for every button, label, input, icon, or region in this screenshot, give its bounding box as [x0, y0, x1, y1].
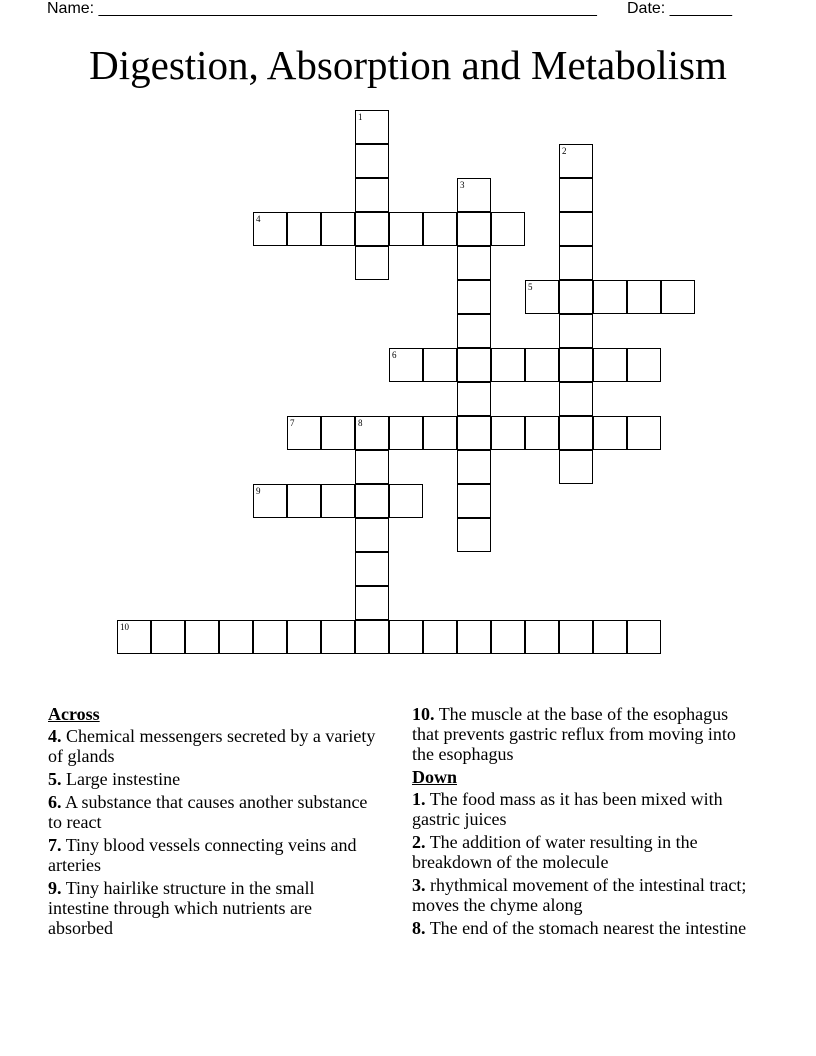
- grid-cell[interactable]: [457, 178, 491, 212]
- grid-cell[interactable]: [627, 620, 661, 654]
- grid-cell[interactable]: [355, 212, 389, 246]
- grid-cell[interactable]: [491, 348, 525, 382]
- grid-cell[interactable]: [559, 314, 593, 348]
- grid-cell[interactable]: [389, 416, 423, 450]
- grid-cell[interactable]: [559, 620, 593, 654]
- across-title: Across: [48, 704, 100, 724]
- grid-cell[interactable]: [457, 382, 491, 416]
- clue-down-1: 1. The food mass as it has been mixed with gastric juices: [412, 789, 723, 829]
- grid-cell[interactable]: [559, 416, 593, 450]
- grid-cell[interactable]: [389, 212, 423, 246]
- grid-cell[interactable]: [627, 348, 661, 382]
- grid-cell[interactable]: [355, 178, 389, 212]
- grid-cell[interactable]: [151, 620, 185, 654]
- clue-number: 2: [562, 146, 567, 156]
- grid-cell[interactable]: [355, 144, 389, 178]
- clue-number: 1: [358, 112, 363, 122]
- grid-cell[interactable]: [559, 280, 593, 314]
- grid-cell[interactable]: [389, 620, 423, 654]
- grid-cell[interactable]: [219, 620, 253, 654]
- clue-down-8: 8. The end of the stomach nearest the intestine: [412, 918, 747, 938]
- grid-cell[interactable]: [559, 178, 593, 212]
- grid-cell[interactable]: [423, 416, 457, 450]
- date-field-label: Date: _______: [627, 0, 732, 17]
- grid-cell[interactable]: [491, 212, 525, 246]
- grid-cell[interactable]: [355, 552, 389, 586]
- grid-cell[interactable]: [117, 620, 151, 654]
- clue-down-3: 3. rhythmical movement of the intestinal tract; moves the chyme along: [412, 875, 747, 915]
- grid-cell[interactable]: [491, 416, 525, 450]
- grid-cell[interactable]: [287, 620, 321, 654]
- grid-cell[interactable]: [389, 348, 423, 382]
- grid-cell[interactable]: [355, 586, 389, 620]
- grid-cell[interactable]: [423, 212, 457, 246]
- name-field-label: Name: ________________________________________________________: [47, 0, 597, 17]
- grid-cell[interactable]: [321, 484, 355, 518]
- clues-left-column: [48, 704, 378, 941]
- grid-cell[interactable]: [321, 212, 355, 246]
- grid-cell[interactable]: [525, 348, 559, 382]
- grid-cell[interactable]: [457, 416, 491, 450]
- grid-cell[interactable]: [457, 620, 491, 654]
- grid-cell[interactable]: [457, 246, 491, 280]
- grid-cell[interactable]: [457, 484, 491, 518]
- grid-cell[interactable]: [423, 620, 457, 654]
- grid-cell[interactable]: [321, 620, 355, 654]
- grid-cell[interactable]: [593, 620, 627, 654]
- down-title: Down: [412, 767, 458, 787]
- grid-cell[interactable]: [423, 348, 457, 382]
- grid-cell[interactable]: [593, 348, 627, 382]
- clue-number: 6: [392, 350, 397, 360]
- page-title: Digestion, Absorption and Metabolism: [89, 42, 727, 88]
- grid-cell[interactable]: [559, 246, 593, 280]
- clue-number: 8: [358, 418, 363, 428]
- grid-cell[interactable]: [627, 280, 661, 314]
- clue-across-9: 9. Tiny hairlike structure in the small intestine through which nutrients are absorbed: [48, 878, 315, 938]
- clue-number: 7: [290, 418, 295, 428]
- grid-cell[interactable]: [355, 484, 389, 518]
- grid-cell[interactable]: [253, 620, 287, 654]
- grid-cell[interactable]: [525, 280, 559, 314]
- grid-cell[interactable]: [355, 620, 389, 654]
- grid-cell[interactable]: [355, 246, 389, 280]
- grid-cell[interactable]: [525, 416, 559, 450]
- grid-cell[interactable]: [287, 212, 321, 246]
- grid-cell[interactable]: [287, 416, 321, 450]
- clue-across-4: 4. Chemical messengers secreted by a variety of glands: [48, 726, 376, 766]
- clue-number: 9: [256, 486, 261, 496]
- grid-cell[interactable]: [593, 416, 627, 450]
- grid-cell[interactable]: [457, 450, 491, 484]
- grid-cell[interactable]: [287, 484, 321, 518]
- grid-cell[interactable]: [559, 450, 593, 484]
- grid-cell[interactable]: [253, 212, 287, 246]
- grid-cell[interactable]: [457, 348, 491, 382]
- grid-cell[interactable]: [185, 620, 219, 654]
- clue-down-2: 2. The addition of water resulting in the breakdown of the molecule: [412, 832, 698, 872]
- grid-cell[interactable]: [457, 314, 491, 348]
- grid-cell[interactable]: [355, 416, 389, 450]
- clue-across-6: 6. A substance that causes another substance to react: [48, 792, 368, 832]
- clue-across-5: 5. Large instestine: [48, 769, 181, 789]
- grid-cell[interactable]: [321, 416, 355, 450]
- grid-cell[interactable]: [627, 416, 661, 450]
- grid-cell[interactable]: [559, 348, 593, 382]
- grid-cell[interactable]: [457, 280, 491, 314]
- grid-cell[interactable]: [525, 620, 559, 654]
- grid-cell[interactable]: [355, 110, 389, 144]
- clue-number: 5: [528, 282, 533, 292]
- grid-cell[interactable]: [559, 212, 593, 246]
- grid-cell[interactable]: [389, 484, 423, 518]
- grid-cell[interactable]: [355, 450, 389, 484]
- grid-cell[interactable]: [661, 280, 695, 314]
- clue-number: 3: [460, 180, 465, 190]
- grid-cell[interactable]: [457, 212, 491, 246]
- clues-right-column: [412, 704, 752, 941]
- clue-across-7: 7. Tiny blood vessels connecting veins and arteries: [48, 835, 357, 875]
- grid-cell[interactable]: [253, 484, 287, 518]
- grid-cell[interactable]: [355, 518, 389, 552]
- clue-number: 4: [256, 214, 261, 224]
- grid-cell[interactable]: [593, 280, 627, 314]
- grid-cell[interactable]: [559, 144, 593, 178]
- grid-cell[interactable]: [491, 620, 525, 654]
- clue-across-10: 10. The muscle at the base of the esophagus that prevents gastric reflux from moving into the esophagus: [412, 704, 736, 764]
- grid-cell[interactable]: [559, 382, 593, 416]
- grid-cell[interactable]: [457, 518, 491, 552]
- clue-number: 10: [120, 622, 129, 632]
